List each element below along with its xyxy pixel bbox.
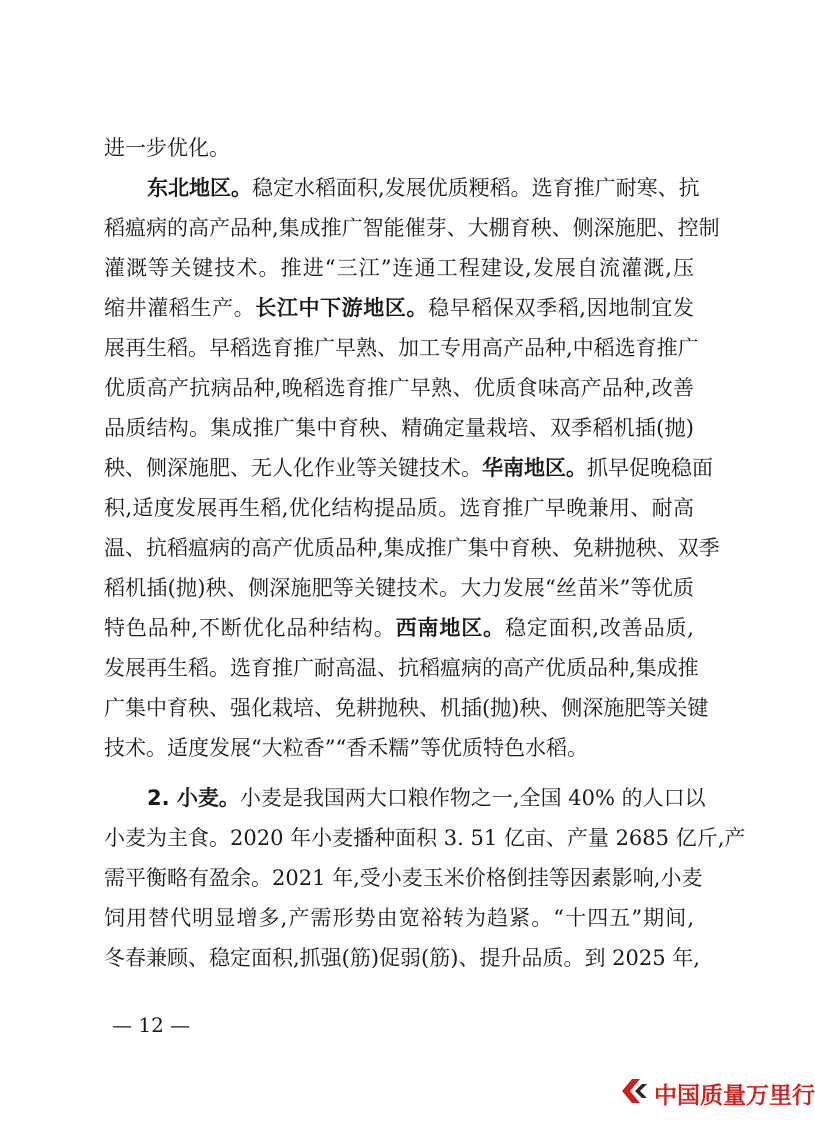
brand-chevron-icon [618, 1075, 650, 1111]
section-heading: 2. 小麦。 [147, 786, 240, 810]
text-line: 灌溉等关键技术。推进“三江”连通工程建设,发展自流灌溉,压 [104, 256, 694, 280]
text-line: 技术。适度发展“大粒香”“香禾糯”等优质特色水稻。 [104, 736, 588, 760]
section-heading: 东北地区。 [147, 176, 252, 200]
page-number: — 12 — [112, 1013, 191, 1037]
text-line: 广集中育秧、强化栽培、免耕抛秧、机插(抛)秧、侧深施肥等关键 [104, 696, 709, 720]
text-line: 稻瘟病的高产品种,集成推广智能催芽、大棚育秧、侧深施肥、控制 [104, 216, 720, 240]
watermark-logo [618, 1073, 815, 1113]
section-heading: 华南地区。 [482, 456, 587, 480]
text-line: 温、抗稻瘟病的高产优质品种,集成推广集中育秧、免耕抛秧、双季 [104, 536, 720, 560]
text-line: 东北地区。稳定水稻面积,发展优质粳稻。选育推广耐寒、抗 [147, 176, 700, 200]
text-line: 发展再生稻。选育推广耐高温、抗稻瘟病的高产优质品种,集成推 [104, 656, 699, 680]
text-line: 2. 小麦。小麦是我国两大口粮作物之一,全国 40% 的人口以 [147, 786, 706, 810]
text-line: 饲用替代明显增多,产需形势由宽裕转为趋紧。“十四五”期间, [104, 906, 694, 930]
text-line: 特色品种,不断优化品种结构。西南地区。稳定面积,改善品质, [104, 616, 694, 640]
section-heading: 长江中下游地区。 [255, 296, 429, 320]
text-line: 进一步优化。 [104, 136, 230, 160]
text-line: 稻机插(抛)秧、侧深施肥等关键技术。大力发展“丝苗米”等优质 [104, 576, 694, 600]
text-line: 展再生稻。早稻选育推广早熟、加工专用高产品种,中稻选育推广 [104, 336, 699, 360]
text-line: 冬春兼顾、稳定面积,抓强(筋)促弱(筋)、提升品质。到 2025 年, [104, 946, 700, 970]
text-line: 优质高产抗病品种,晚稻选育推广早熟、优质食味高产品种,改善 [104, 376, 694, 400]
watermark-text: 中国质量万里行 [654, 1082, 815, 1109]
text-line: 积,适度发展再生稻,优化结构提品质。选育推广早晚兼用、耐高 [104, 496, 694, 520]
text-line: 秧、侧深施肥、无人化作业等关键技术。华南地区。抓早促晚稳面 [104, 456, 713, 480]
section-heading: 西南地区。 [395, 616, 505, 640]
text-line: 小麦为主食。2020 年小麦播种面积 3. 51 亿亩、产量 2685 亿斤,产 [104, 826, 746, 850]
text-line: 需平衡略有盈余。2021 年,受小麦玉米价格倒挂等因素影响,小麦 [104, 866, 703, 890]
text-line: 品质结构。集成推广集中育秧、精确定量栽培、双季稻机插(抛) [104, 416, 694, 440]
text-line: 缩井灌稻生产。长江中下游地区。稳早稻保双季稻,因地制宜发 [104, 296, 695, 320]
